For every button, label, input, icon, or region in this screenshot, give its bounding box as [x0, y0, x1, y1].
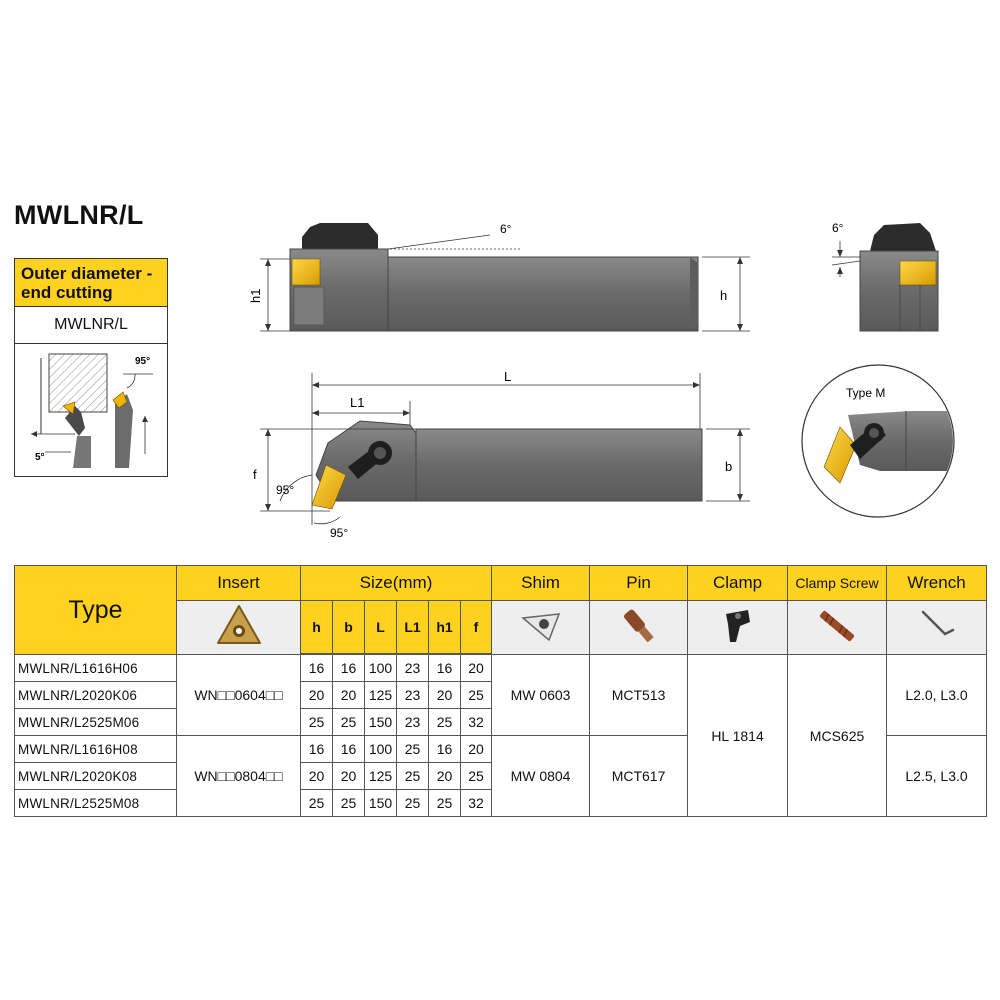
cell-L: 100	[365, 736, 397, 763]
clamp-cell: HL 1814	[688, 655, 788, 817]
cell-h: 25	[301, 709, 333, 736]
col-L1: L1	[397, 601, 429, 654]
clamp-screw-icon	[788, 601, 887, 655]
application-box	[14, 258, 168, 477]
dim-h: h	[720, 288, 728, 303]
cell-h: 16	[301, 736, 333, 763]
shim-icon	[492, 601, 590, 655]
cell-L: 100	[365, 655, 397, 682]
col-h: h	[301, 601, 333, 654]
cell-b: 20	[333, 682, 365, 709]
col-L: L	[365, 601, 397, 654]
header-pin: Pin	[590, 566, 688, 601]
cell-h1: 20	[429, 682, 461, 709]
cell-f: 32	[461, 709, 492, 736]
dim-b: b	[725, 459, 733, 474]
page-title: MWLNR/L	[14, 200, 144, 230]
clamp-screw-cell: MCS625	[788, 655, 887, 817]
application-diagram	[15, 344, 167, 476]
cell-L: 125	[365, 682, 397, 709]
angle-95-front-1: 95°	[276, 483, 295, 497]
dim-L1: L1	[350, 395, 365, 410]
application-code: MWLNR/L	[15, 307, 167, 344]
cell-f: 25	[461, 763, 492, 790]
angle-5-label: 5°	[35, 452, 45, 463]
cell-h: 16	[301, 655, 333, 682]
cell-f: 25	[461, 682, 492, 709]
clamp-icon	[688, 601, 788, 655]
cell-b: 25	[333, 790, 365, 817]
cell-f: 20	[461, 736, 492, 763]
col-h1: h1	[429, 601, 461, 654]
pin-cell: MCT513	[590, 655, 688, 736]
shim-cell: MW 0804	[492, 736, 590, 817]
wrench-cell: L2.5, L3.0	[887, 736, 987, 817]
cell-h1: 16	[429, 655, 461, 682]
cell-b: 25	[333, 709, 365, 736]
wrench-icon	[887, 601, 987, 655]
angle-6-end-label: 6°	[832, 221, 844, 235]
cell-L1: 25	[397, 736, 429, 763]
type-m-detail	[802, 365, 960, 517]
type-cell: MWLNR/L1616H08	[15, 736, 177, 763]
cell-h: 20	[301, 682, 333, 709]
cell-h1: 16	[429, 736, 461, 763]
angle-95-label: 95°	[135, 356, 151, 367]
cell-h1: 25	[429, 790, 461, 817]
cell-f: 20	[461, 655, 492, 682]
spec-table	[14, 565, 987, 817]
type-cell: MWLNR/L2020K08	[15, 763, 177, 790]
detail-label: Type M	[846, 386, 886, 400]
end-view	[832, 221, 938, 331]
type-cell: MWLNR/L1616H06	[15, 655, 177, 682]
header-clamp-screw: Clamp Screw	[788, 566, 887, 601]
cell-h: 25	[301, 790, 333, 817]
header-shim: Shim	[492, 566, 590, 601]
plan-view	[253, 369, 750, 540]
insert-trigon-icon	[177, 601, 301, 655]
cell-b: 16	[333, 736, 365, 763]
col-f: f	[461, 601, 492, 654]
application-label: Outer diameter - end cutting	[15, 259, 167, 307]
type-cell: MWLNR/L2020K06	[15, 682, 177, 709]
header-insert: Insert	[177, 566, 301, 601]
angle-6-label: 6°	[500, 222, 512, 236]
cell-b: 16	[333, 655, 365, 682]
insert-cell: WN□□0604□□	[177, 655, 301, 736]
cell-L1: 23	[397, 655, 429, 682]
cell-L1: 23	[397, 709, 429, 736]
dim-f: f	[253, 467, 257, 482]
cell-L: 150	[365, 709, 397, 736]
dim-L: L	[504, 369, 512, 384]
cell-h: 20	[301, 763, 333, 790]
header-clamp: Clamp	[688, 566, 788, 601]
table-row	[15, 655, 987, 682]
cell-L1: 23	[397, 682, 429, 709]
header-type: Type	[15, 566, 177, 655]
header-wrench: Wrench	[887, 566, 987, 601]
header-size: Size(mm)	[301, 566, 492, 601]
cell-h1: 25	[429, 709, 461, 736]
pin-icon	[590, 601, 688, 655]
col-b: b	[333, 601, 365, 654]
pin-cell: MCT617	[590, 736, 688, 817]
cell-L: 150	[365, 790, 397, 817]
dim-h1: h1	[248, 288, 263, 303]
type-cell: MWLNR/L2525M08	[15, 790, 177, 817]
wrench-cell: L2.0, L3.0	[887, 655, 987, 736]
technical-drawing	[220, 205, 1000, 550]
insert-cell: WN□□0804□□	[177, 736, 301, 817]
cell-L1: 25	[397, 763, 429, 790]
cell-L: 125	[365, 763, 397, 790]
cell-b: 20	[333, 763, 365, 790]
shim-cell: MW 0603	[492, 655, 590, 736]
type-cell: MWLNR/L2525M06	[15, 709, 177, 736]
side-view	[248, 222, 750, 331]
cell-f: 32	[461, 790, 492, 817]
workpiece	[49, 354, 107, 412]
cell-L1: 25	[397, 790, 429, 817]
cell-h1: 20	[429, 763, 461, 790]
angle-95-front-2: 95°	[330, 526, 349, 540]
